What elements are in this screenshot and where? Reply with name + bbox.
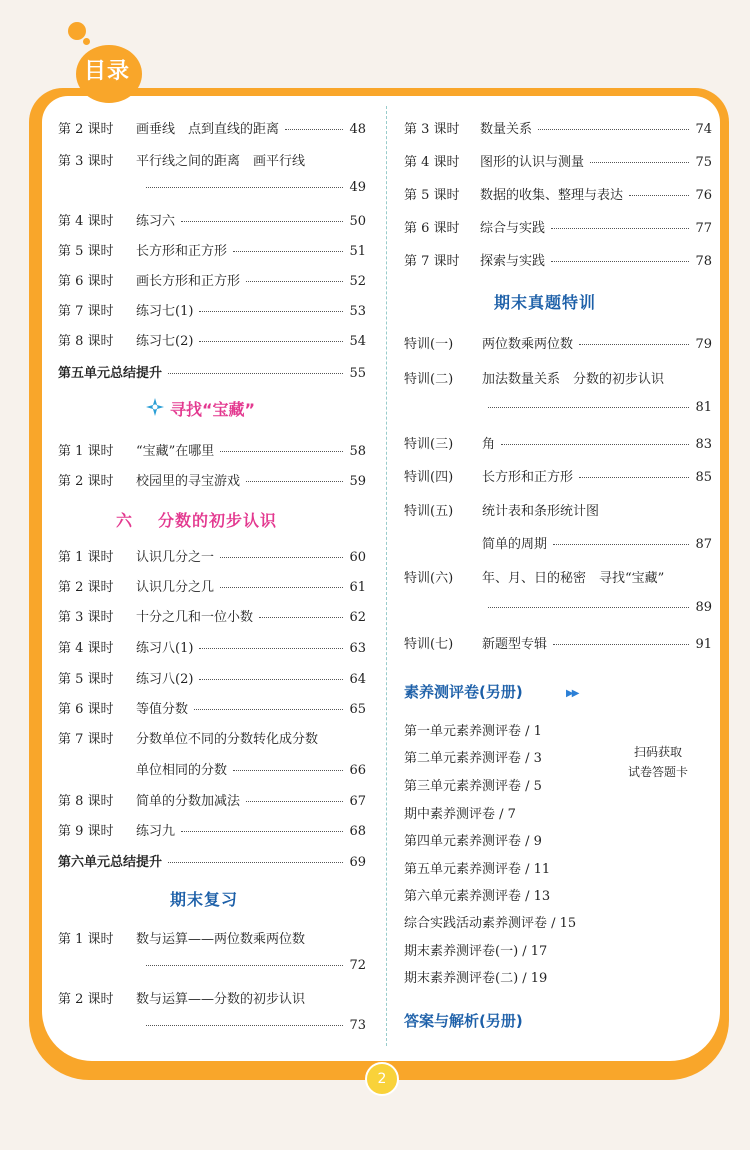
toc-title: “宝藏”在哪里 <box>136 444 215 459</box>
toc-page: 66 <box>349 763 366 778</box>
toc-lesson-label: 第 2 课时 <box>58 474 114 489</box>
leader-dots <box>246 281 343 282</box>
toc-title: 数与运算——两位数乘两位数 <box>136 932 306 947</box>
toc-page: 48 <box>349 122 366 137</box>
toc-page: 63 <box>349 641 366 656</box>
leader-dots <box>146 1025 343 1026</box>
toc-row-continued[interactable] <box>136 759 366 778</box>
toc-page: 61 <box>349 580 366 595</box>
toc-title: 画垂线 点到直线的距离 <box>136 122 280 137</box>
leader-dots <box>501 444 689 445</box>
toc-page: 85 <box>695 470 712 485</box>
toc-lesson-label: 第 8 课时 <box>58 794 114 809</box>
toc-lesson-label: 第 2 课时 <box>58 122 114 137</box>
toc-row-continued[interactable] <box>482 600 712 615</box>
toc-row-continued[interactable] <box>136 958 366 973</box>
toc-row-continued[interactable] <box>136 180 366 195</box>
leader-dots <box>168 373 343 374</box>
toc-page: 79 <box>695 337 712 352</box>
section-test-title: 素养测评卷(另册) <box>404 683 523 701</box>
leader-dots <box>629 195 689 196</box>
toc-row[interactable] <box>58 668 366 687</box>
toc-page: 77 <box>695 221 712 236</box>
leader-dots <box>181 221 343 222</box>
toc-lesson-label: 第 4 课时 <box>58 214 114 229</box>
toc-row[interactable] <box>58 606 366 625</box>
toc-page: 64 <box>349 672 366 687</box>
toc-row[interactable] <box>404 184 712 203</box>
toc-lesson-label: 第 4 课时 <box>58 641 114 656</box>
toc-title: 认识几分之一 <box>136 550 215 565</box>
toc-row[interactable] <box>404 368 712 387</box>
page-title: 目录 <box>84 59 131 84</box>
toc-row-unit-summary[interactable] <box>58 851 366 870</box>
toc-page: 74 <box>695 122 712 137</box>
toc-title: 长方形和正方形 <box>482 470 574 485</box>
test-item[interactable]: 第二单元素养测评卷 / 3 <box>404 751 542 766</box>
toc-title: 探索与实践 <box>480 254 546 269</box>
leader-dots <box>199 341 343 342</box>
toc-lesson-label: 第 6 课时 <box>58 702 114 717</box>
test-item[interactable]: 综合实践活动素养测评卷 / 15 <box>404 916 577 931</box>
toc-lesson-label: 第 3 课时 <box>58 154 114 169</box>
toc-title: 练习六 <box>136 214 176 229</box>
toc-page: 55 <box>349 366 366 381</box>
toc-row[interactable] <box>404 118 712 137</box>
toc-page: 67 <box>349 794 366 809</box>
toc-row[interactable] <box>58 300 366 319</box>
toc-row[interactable] <box>58 270 366 289</box>
test-item[interactable]: 第三单元素养测评卷 / 5 <box>404 779 542 794</box>
toc-page: 69 <box>349 855 366 870</box>
toc-page: 52 <box>349 274 366 289</box>
leader-dots <box>488 407 689 408</box>
leader-dots <box>220 451 343 452</box>
toc-lesson-label: 第 2 课时 <box>58 992 114 1007</box>
qr-caption-line2: 试卷答题卡 <box>628 765 689 779</box>
leader-dots <box>579 477 689 478</box>
leader-dots <box>553 544 689 545</box>
toc-lesson-label: 第 4 课时 <box>404 155 460 170</box>
toc-row[interactable] <box>58 928 366 947</box>
toc-row[interactable] <box>58 728 366 747</box>
toc-title: 年、月、日的秘密 寻找“宝藏” <box>482 571 665 586</box>
toc-lesson-label: 第 9 课时 <box>58 824 114 839</box>
toc-title: 简单的分数加减法 <box>136 794 241 809</box>
toc-title: 练习九 <box>136 824 176 839</box>
toc-page: 89 <box>695 600 712 615</box>
leader-dots <box>285 129 343 130</box>
toc-row-continued[interactable] <box>136 1018 366 1033</box>
toc-page: 75 <box>695 155 712 170</box>
toc-page: 78 <box>695 254 712 269</box>
toc-page: 76 <box>695 188 712 203</box>
toc-title: 十分之几和一位小数 <box>136 610 254 625</box>
leader-dots <box>168 862 343 863</box>
toc-lesson-label: 第 5 课时 <box>58 672 114 687</box>
toc-training-label: 特训(四) <box>404 470 454 485</box>
toc-page: 51 <box>349 244 366 259</box>
toc-unit-summary-label: 第六单元总结提升 <box>58 855 163 870</box>
leader-dots <box>246 481 343 482</box>
toc-title: 画长方形和正方形 <box>136 274 241 289</box>
toc-lesson-label: 第 5 课时 <box>404 188 460 203</box>
toc-row-continued[interactable] <box>482 533 712 552</box>
toc-title: 数量关系 <box>480 122 533 137</box>
toc-lesson-label: 第 7 课时 <box>404 254 460 269</box>
toc-title: 校园里的寻宝游戏 <box>136 474 241 489</box>
test-item[interactable]: 第五单元素养测评卷 / 11 <box>404 862 551 877</box>
leader-dots <box>233 770 343 771</box>
toc-title: 两位数乘两位数 <box>482 337 574 352</box>
leader-dots <box>146 187 343 188</box>
toc-training-label: 特训(二) <box>404 372 454 387</box>
toc-row[interactable] <box>58 240 366 259</box>
leader-dots <box>194 709 343 710</box>
toc-row[interactable] <box>404 250 712 269</box>
toc-lesson-label: 第 8 课时 <box>58 334 114 349</box>
toc-page: 83 <box>695 437 712 452</box>
toc-page: 81 <box>695 400 712 415</box>
toc-title: 平行线之间的距离 画平行线 <box>136 154 306 169</box>
toc-title: 练习七(2) <box>136 334 194 349</box>
toc-row-unit-summary[interactable] <box>58 362 366 381</box>
test-item[interactable]: 第四单元素养测评卷 / 9 <box>404 834 542 849</box>
toc-row[interactable] <box>58 820 366 839</box>
toc-unit-summary-label: 第五单元总结提升 <box>58 366 163 381</box>
section-final-training-title: 期末真题特训 <box>494 293 597 312</box>
toc-page: 50 <box>349 214 366 229</box>
leader-dots <box>551 261 689 262</box>
section-six-number: 六 <box>116 511 133 530</box>
toc-title: 新题型专辑 <box>482 637 548 652</box>
leader-dots <box>538 129 689 130</box>
leader-dots <box>199 311 343 312</box>
toc-title: 长方形和正方形 <box>136 244 228 259</box>
toc-page: 73 <box>349 1018 366 1033</box>
leader-dots <box>246 801 343 802</box>
toc-lesson-label: 第 7 课时 <box>58 732 114 747</box>
toc-row[interactable] <box>58 210 366 229</box>
toc-title: 数与运算——分数的初步认识 <box>136 992 306 1007</box>
leader-dots <box>553 644 689 645</box>
toc-title: 加法数量关系 分数的初步认识 <box>482 372 665 387</box>
toc-title: 角 <box>482 437 496 452</box>
test-item[interactable]: 期末素养测评卷(一) / 17 <box>404 944 548 959</box>
toc-page: 65 <box>349 702 366 717</box>
toc-row[interactable] <box>404 466 712 485</box>
toc-title: 等值分数 <box>136 702 189 717</box>
test-item[interactable]: 第一单元素养测评卷 / 1 <box>404 724 542 739</box>
title-bubble-dot-small <box>83 38 90 45</box>
leader-dots <box>199 648 343 649</box>
toc-row[interactable] <box>58 790 366 809</box>
section-answer-title: 答案与解析(另册) <box>404 1012 523 1030</box>
qr-caption <box>628 742 688 782</box>
title-bubble-dot <box>68 22 86 40</box>
toc-training-label: 特训(六) <box>404 571 454 586</box>
leader-dots <box>181 831 343 832</box>
toc-page: 60 <box>349 550 366 565</box>
column-divider <box>386 106 387 1046</box>
toc-row[interactable] <box>58 440 366 459</box>
test-item[interactable]: 期中素养测评卷 / 7 <box>404 807 516 822</box>
toc-row[interactable] <box>404 151 712 170</box>
toc-page: 91 <box>695 637 712 652</box>
toc-row[interactable] <box>58 150 366 169</box>
toc-page: 53 <box>349 304 366 319</box>
toc-title: 综合与实践 <box>480 221 546 236</box>
leader-dots <box>259 617 343 618</box>
star-icon <box>146 398 164 416</box>
toc-page: 54 <box>349 334 366 349</box>
page-number-badge: 2 <box>365 1062 399 1096</box>
leader-dots <box>488 607 689 608</box>
toc-lesson-label: 第 1 课时 <box>58 444 114 459</box>
toc-title: 练习七(1) <box>136 304 194 319</box>
toc-title: 认识几分之几 <box>136 580 215 595</box>
toc-page: 72 <box>349 958 366 973</box>
toc-row[interactable] <box>58 988 366 1007</box>
leader-dots <box>146 965 343 966</box>
leader-dots <box>220 557 343 558</box>
test-item[interactable]: 第六单元素养测评卷 / 13 <box>404 889 551 904</box>
toc-page: 68 <box>349 824 366 839</box>
leader-dots <box>220 587 343 588</box>
toc-row[interactable] <box>58 118 366 137</box>
toc-lesson-label: 第 6 课时 <box>404 221 460 236</box>
toc-row[interactable] <box>404 333 712 352</box>
toc-lesson-label: 第 7 课时 <box>58 304 114 319</box>
toc-page: 62 <box>349 610 366 625</box>
toc-row[interactable] <box>58 576 366 595</box>
toc-row[interactable] <box>404 433 712 452</box>
leader-dots <box>551 228 689 229</box>
toc-lesson-label: 第 3 课时 <box>58 610 114 625</box>
toc-row[interactable] <box>58 546 366 565</box>
toc-lesson-label: 第 6 课时 <box>58 274 114 289</box>
toc-row[interactable] <box>58 698 366 717</box>
toc-lesson-label: 第 1 课时 <box>58 550 114 565</box>
toc-title: 练习八(2) <box>136 672 194 687</box>
leader-dots <box>199 679 343 680</box>
toc-row[interactable] <box>58 470 366 489</box>
toc-title-continued: 单位相同的分数 <box>136 763 228 778</box>
toc-training-label: 特训(三) <box>404 437 454 452</box>
toc-title: 分数单位不同的分数转化成分数 <box>136 732 319 747</box>
toc-row[interactable] <box>404 633 712 652</box>
toc-title: 统计表和条形统计图 <box>482 504 600 519</box>
section-six-title: 分数的初步认识 <box>158 511 278 530</box>
leader-dots <box>590 162 689 163</box>
toc-title: 图形的认识与测量 <box>480 155 585 170</box>
section-review-title: 期末复习 <box>170 890 239 909</box>
toc-lesson-label: 第 3 课时 <box>404 122 460 137</box>
toc-row[interactable] <box>58 637 366 656</box>
toc-row[interactable] <box>404 500 712 519</box>
leader-dots <box>579 344 689 345</box>
toc-training-label: 特训(七) <box>404 637 454 652</box>
test-item[interactable]: 期末素养测评卷(二) / 19 <box>404 971 548 986</box>
toc-training-label: 特训(五) <box>404 504 454 519</box>
section-treasure-title: 寻找“宝藏” <box>170 400 256 419</box>
toc-lesson-label: 第 1 课时 <box>58 932 114 947</box>
toc-page: 87 <box>695 537 712 552</box>
toc-row[interactable] <box>404 567 712 586</box>
toc-page: 58 <box>349 444 366 459</box>
toc-page: 49 <box>349 180 366 195</box>
double-arrow-icon: ▶▶ <box>566 688 578 699</box>
toc-title: 数据的收集、整理与表达 <box>480 188 624 203</box>
toc-title: 练习八(1) <box>136 641 194 656</box>
qr-caption-line1: 扫码获取 <box>634 745 683 759</box>
toc-lesson-label: 第 2 课时 <box>58 580 114 595</box>
toc-lesson-label: 第 5 课时 <box>58 244 114 259</box>
toc-row[interactable] <box>404 217 712 236</box>
toc-training-label: 特训(一) <box>404 337 454 352</box>
toc-row-continued[interactable] <box>482 400 712 415</box>
leader-dots <box>233 251 343 252</box>
toc-page: 59 <box>349 474 366 489</box>
toc-row[interactable] <box>58 330 366 349</box>
toc-title-continued: 简单的周期 <box>482 537 548 552</box>
